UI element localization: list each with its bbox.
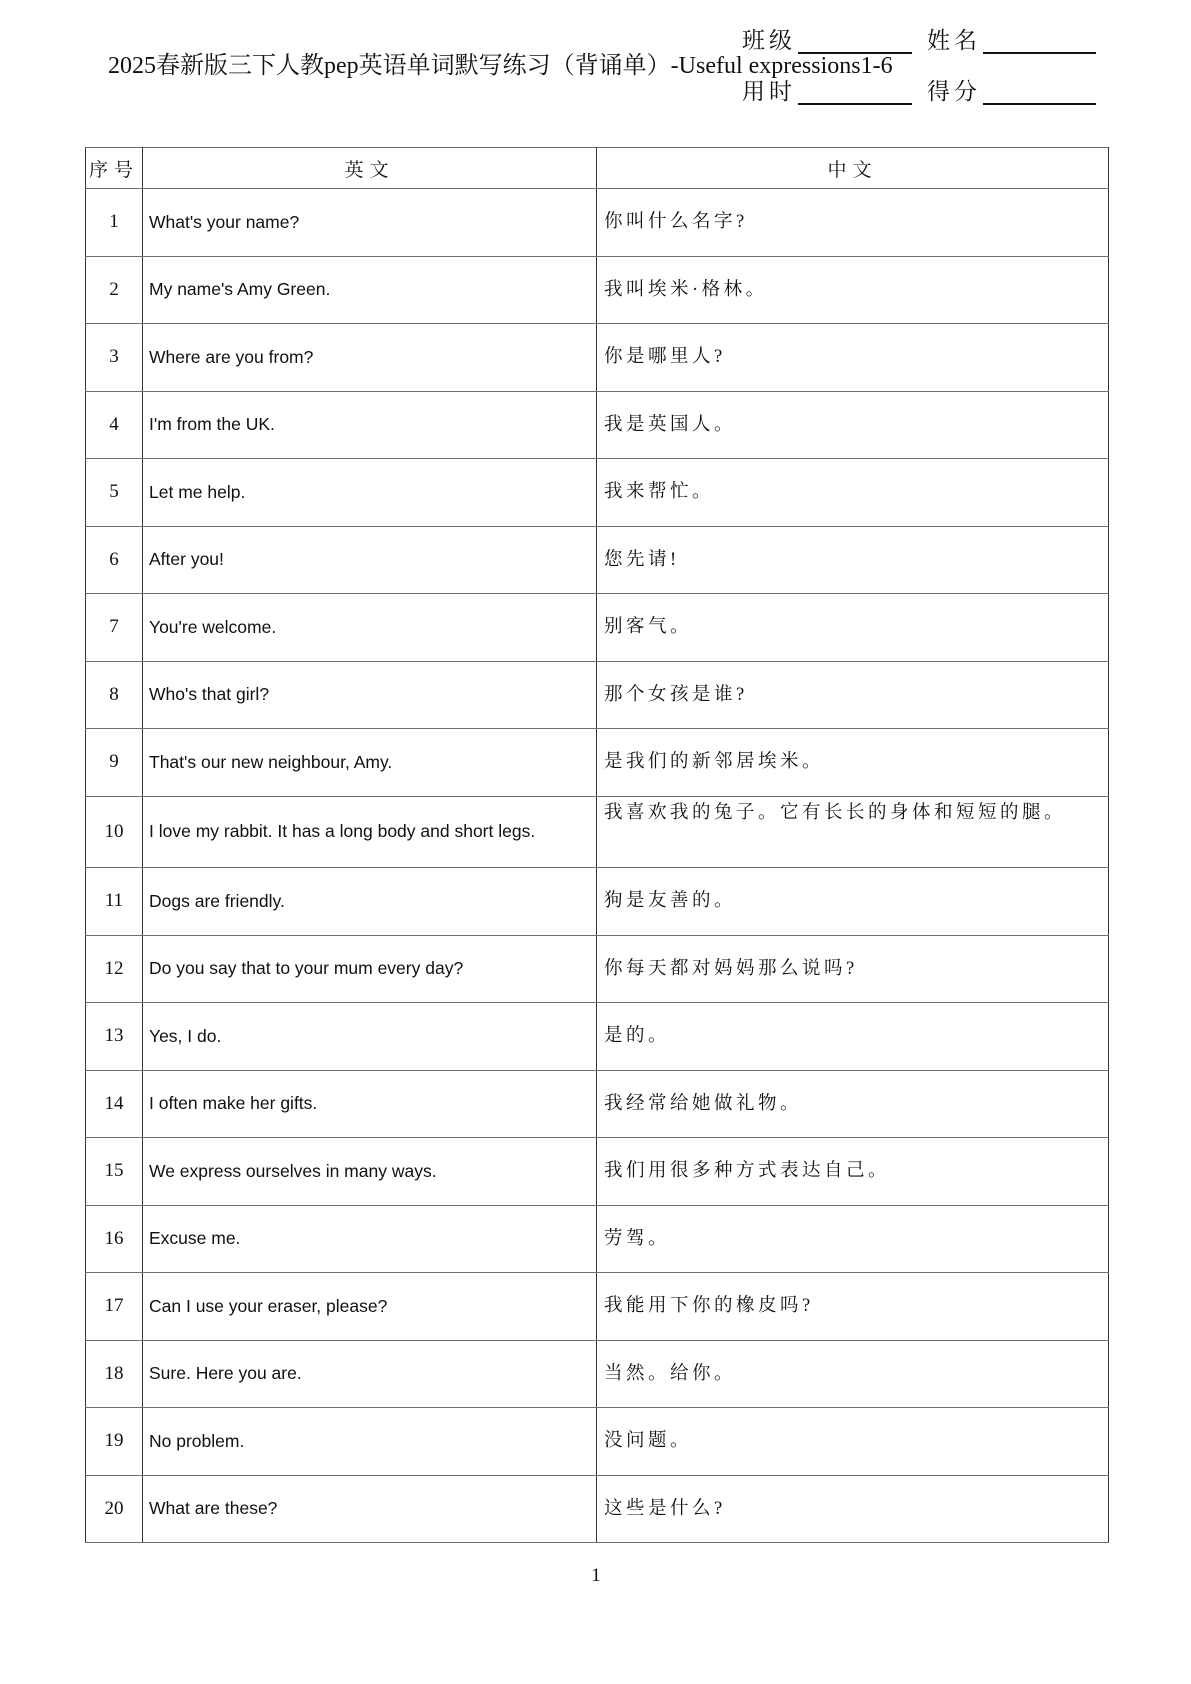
column-header-chinese: 中文 <box>597 148 1109 189</box>
column-header-number: 序号 <box>86 148 143 189</box>
chinese-translation: 我叫埃米·格林。 <box>597 256 1109 324</box>
table-row <box>86 1003 1109 1071</box>
score-blank-line[interactable] <box>983 83 1096 105</box>
chinese-translation: 我来帮忙。 <box>597 459 1109 527</box>
table-row <box>86 1205 1109 1273</box>
chinese-translation: 我经常给她做礼物。 <box>597 1070 1109 1138</box>
english-phrase: Excuse me. <box>143 1205 597 1273</box>
table-row <box>86 1340 1109 1408</box>
english-phrase: I love my rabbit. It has a long body and short legs. <box>143 796 597 868</box>
page-number: 1 <box>591 1565 601 1586</box>
column-header-english: 英文 <box>143 148 597 189</box>
chinese-translation: 我们用很多种方式表达自己。 <box>597 1138 1109 1206</box>
table-row <box>86 324 1109 392</box>
table-row <box>86 1138 1109 1206</box>
chinese-translation: 没问题。 <box>597 1408 1109 1476</box>
table-row <box>86 526 1109 594</box>
row-number: 9 <box>86 729 143 797</box>
table-row <box>86 868 1109 936</box>
table-row <box>86 661 1109 729</box>
english-phrase: That's our new neighbour, Amy. <box>143 729 597 797</box>
row-number: 18 <box>86 1340 143 1408</box>
english-phrase: What are these? <box>143 1475 597 1543</box>
table-row <box>86 1273 1109 1341</box>
english-phrase: Sure. Here you are. <box>143 1340 597 1408</box>
row-number: 5 <box>86 459 143 527</box>
english-phrase: After you! <box>143 526 597 594</box>
row-number: 13 <box>86 1003 143 1071</box>
row-number: 16 <box>86 1205 143 1273</box>
row-number: 17 <box>86 1273 143 1341</box>
table-row <box>86 391 1109 459</box>
chinese-translation: 劳驾。 <box>597 1205 1109 1273</box>
table-row <box>86 1070 1109 1138</box>
table-row <box>86 1475 1109 1543</box>
row-number: 8 <box>86 661 143 729</box>
english-phrase: You're welcome. <box>143 594 597 662</box>
name-label: 姓名 <box>927 28 981 53</box>
chinese-translation: 我喜欢我的兔子。它有长长的身体和短短的腿。 <box>597 796 1109 868</box>
table-row <box>86 1408 1109 1476</box>
table-header-row <box>86 148 1109 189</box>
english-phrase: I often make her gifts. <box>143 1070 597 1138</box>
english-phrase: What's your name? <box>143 189 597 257</box>
chinese-translation: 当然。给你。 <box>597 1340 1109 1408</box>
english-phrase: Who's that girl? <box>143 661 597 729</box>
chinese-translation: 你叫什么名字? <box>597 189 1109 257</box>
chinese-translation: 是我们的新邻居埃米。 <box>597 729 1109 797</box>
chinese-translation: 那个女孩是谁? <box>597 661 1109 729</box>
english-phrase: My name's Amy Green. <box>143 256 597 324</box>
time-field <box>742 79 912 105</box>
row-number: 19 <box>86 1408 143 1476</box>
row-number: 11 <box>86 868 143 936</box>
name-blank-line[interactable] <box>983 32 1096 54</box>
chinese-translation: 狗是友善的。 <box>597 868 1109 936</box>
row-number: 14 <box>86 1070 143 1138</box>
english-phrase: Let me help. <box>143 459 597 527</box>
english-phrase: We express ourselves in many ways. <box>143 1138 597 1206</box>
class-field <box>742 28 912 54</box>
chinese-translation: 您先请! <box>597 526 1109 594</box>
chinese-translation: 你每天都对妈妈那么说吗? <box>597 935 1109 1003</box>
row-number: 15 <box>86 1138 143 1206</box>
name-field <box>927 28 1096 54</box>
table-row <box>86 459 1109 527</box>
row-number: 2 <box>86 256 143 324</box>
row-number: 12 <box>86 935 143 1003</box>
english-phrase: Can I use your eraser, please? <box>143 1273 597 1341</box>
row-number: 1 <box>86 189 143 257</box>
score-label: 得分 <box>927 79 981 104</box>
class-label: 班级 <box>742 28 796 53</box>
english-phrase: Dogs are friendly. <box>143 868 597 936</box>
row-number: 7 <box>86 594 143 662</box>
english-phrase: No problem. <box>143 1408 597 1476</box>
table-row <box>86 189 1109 257</box>
english-phrase: Yes, I do. <box>143 1003 597 1071</box>
english-phrase: I'm from the UK. <box>143 391 597 459</box>
time-blank-line[interactable] <box>798 83 912 105</box>
chinese-translation: 我能用下你的橡皮吗? <box>597 1273 1109 1341</box>
row-number: 20 <box>86 1475 143 1543</box>
english-phrase: Do you say that to your mum every day? <box>143 935 597 1003</box>
table-row <box>86 256 1109 324</box>
vocabulary-table <box>85 147 1109 1543</box>
chinese-translation: 别客气。 <box>597 594 1109 662</box>
chinese-translation: 这些是什么? <box>597 1475 1109 1543</box>
chinese-translation: 你是哪里人? <box>597 324 1109 392</box>
table-row <box>86 935 1109 1003</box>
row-number: 6 <box>86 526 143 594</box>
row-number: 4 <box>86 391 143 459</box>
table-row <box>86 594 1109 662</box>
chinese-translation: 是的。 <box>597 1003 1109 1071</box>
class-blank-line[interactable] <box>798 32 912 54</box>
row-number: 3 <box>86 324 143 392</box>
table-row <box>86 796 1109 868</box>
page-title: 2025春新版三下人教pep英语单词默写练习（背诵单）-Useful expressions1-6 <box>108 53 893 79</box>
english-phrase: Where are you from? <box>143 324 597 392</box>
table-row <box>86 729 1109 797</box>
chinese-translation: 我是英国人。 <box>597 391 1109 459</box>
time-label: 用时 <box>742 79 796 104</box>
score-field <box>927 79 1096 105</box>
row-number: 10 <box>86 796 143 868</box>
